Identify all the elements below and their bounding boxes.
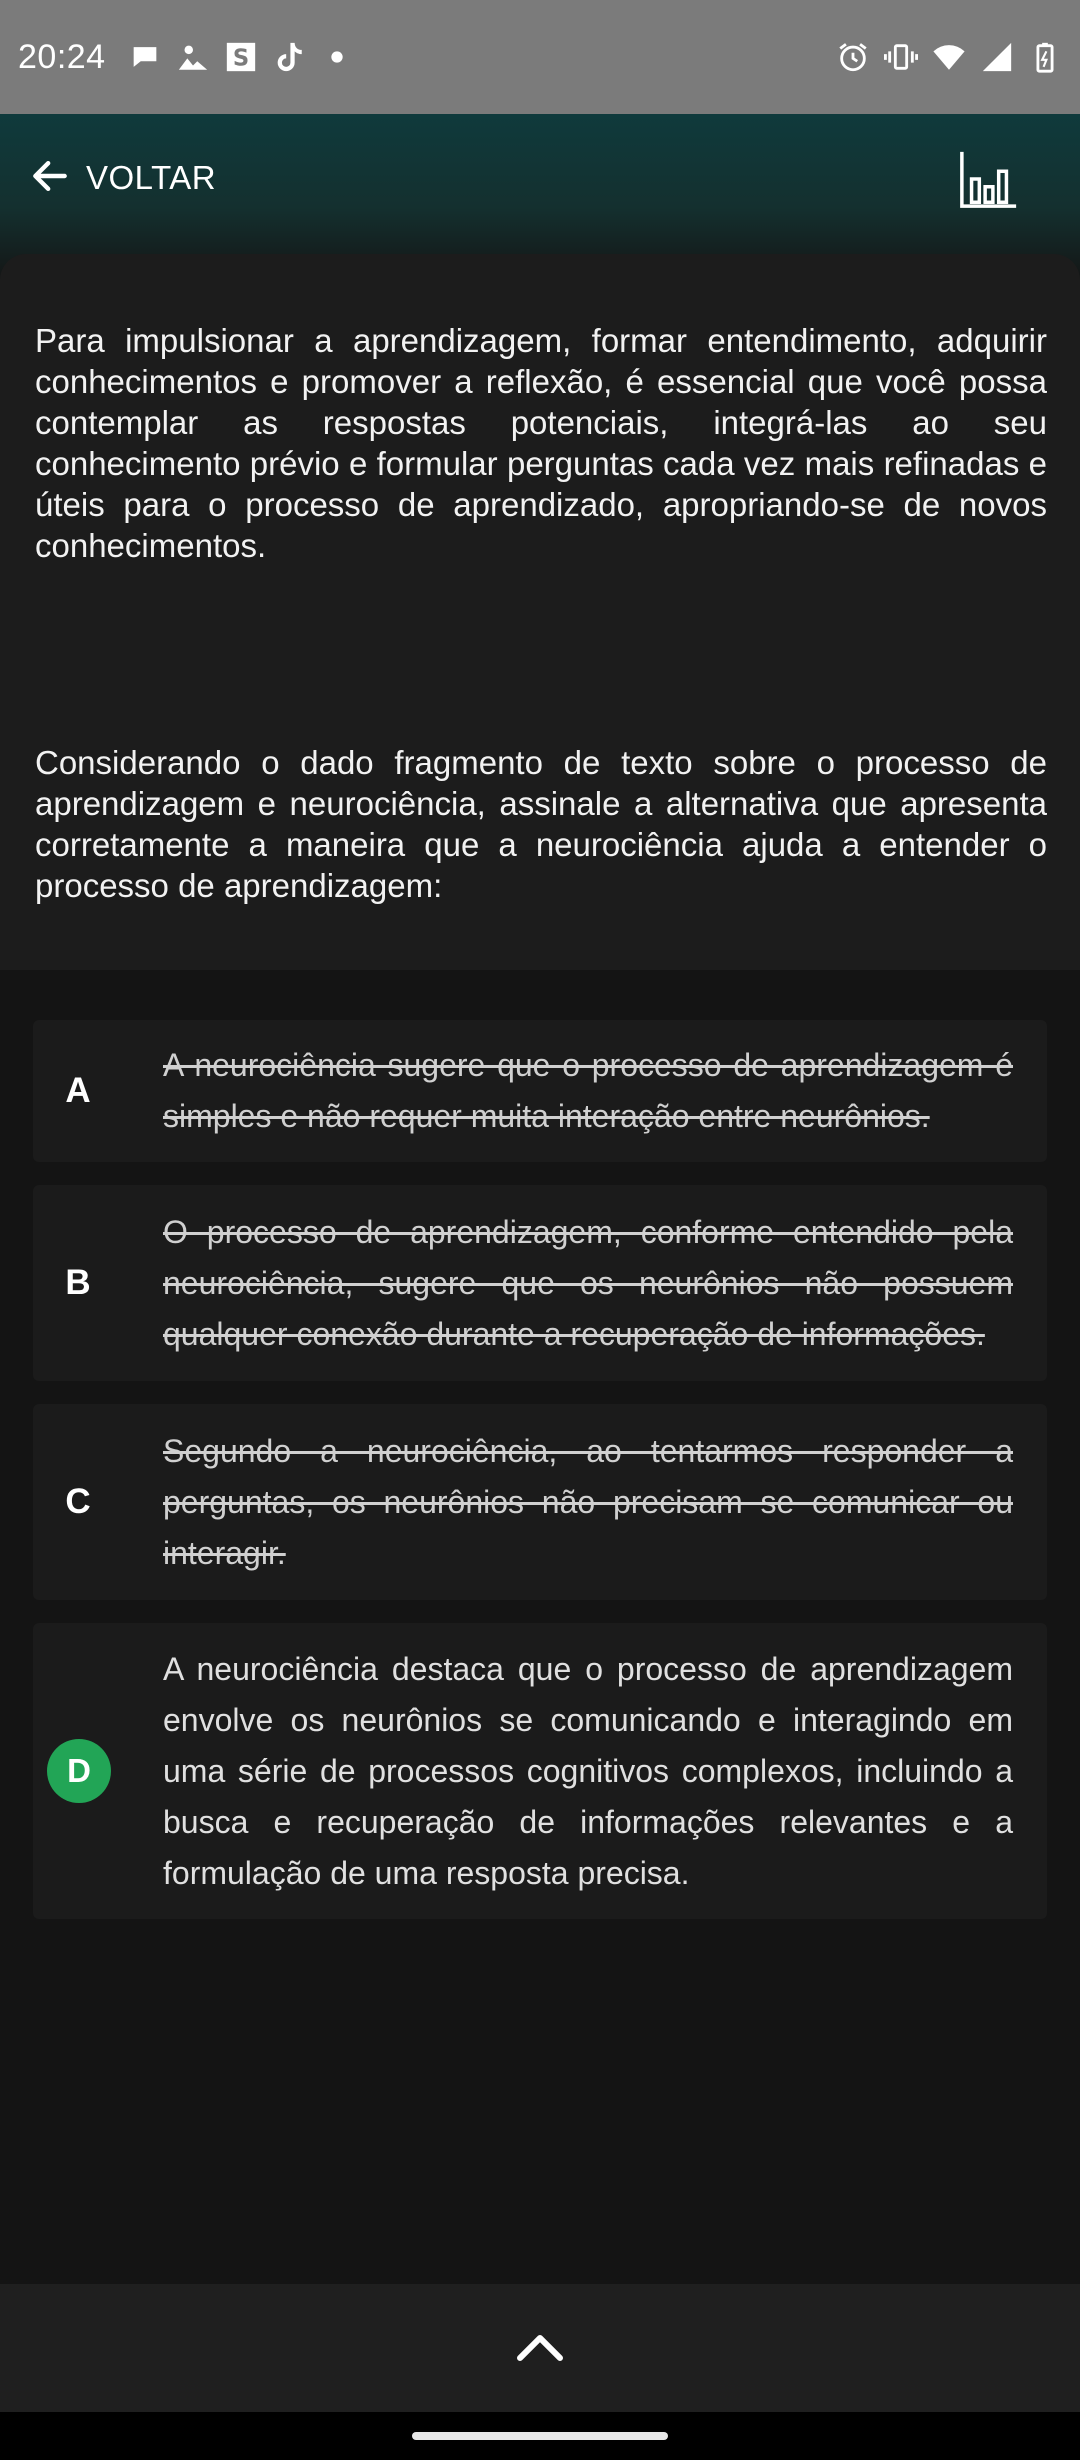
status-bar <box>0 0 1080 114</box>
question-prompt: Considerando o dado fragmento de texto sobre o processo de aprendizagem e neurociência, assinale a alternativa que apresenta corretamente a maneira que a neurociência ajuda a entender o processo de aprendizagem: <box>35 744 1047 904</box>
back-button[interactable] <box>28 150 216 206</box>
vibrate-icon <box>884 40 918 74</box>
answer-options <box>33 1020 1047 1942</box>
battery-icon <box>1028 40 1062 74</box>
option-b[interactable] <box>33 1185 1047 1381</box>
alarm-icon <box>836 40 870 74</box>
bar-chart-icon <box>958 148 1020 210</box>
wifi-icon <box>932 40 966 74</box>
chevron-up-icon <box>510 2318 570 2378</box>
option-letter: C <box>65 1482 91 1521</box>
option-letter: A <box>65 1071 91 1110</box>
svg-text:S: S <box>232 45 249 72</box>
bottom-bar <box>0 2284 1080 2412</box>
option-c[interactable] <box>33 1404 1047 1600</box>
notification-icons <box>128 40 354 74</box>
system-icons <box>836 40 1062 74</box>
home-indicator[interactable] <box>412 2432 668 2440</box>
back-label: VOLTAR <box>86 159 217 196</box>
signal-icon <box>980 40 1014 74</box>
s-app-icon <box>224 40 258 74</box>
correct-answer-badge: D <box>47 1739 111 1803</box>
option-text: A neurociência sugere que o processo de aprendizagem é simples e não requer muita interação entre neurônios. <box>163 1047 1013 1134</box>
status-time: 20:24 <box>18 37 106 76</box>
stats-button[interactable] <box>958 148 1020 210</box>
option-a[interactable] <box>33 1020 1047 1162</box>
photo-icon <box>176 40 210 74</box>
question-context: Para impulsionar a aprendizagem, formar entendimento, adquirir conhecimentos e promover a reflexão, é essencial que você possa contemplar as respostas potenciais, integrá-las ao seu conhecimento prévio e formular perguntas cada vez mais refinadas e úteis para o processo de aprendizado, apropriando-se de novos conhecimentos. <box>35 322 1047 564</box>
expand-button[interactable] <box>510 2318 570 2378</box>
chat-bubble-icon <box>128 40 162 74</box>
option-letter: B <box>65 1263 91 1302</box>
option-text: A neurociência destaca que o processo de aprendizagem envolve os neurônios se comunicando e interagindo em uma série de processos cognitivos complexos, incluindo a busca e recuperação de informações relevantes e a formulação de uma resposta precisa. <box>163 1650 1013 1891</box>
option-text: Segundo a neurociência, ao tentarmos responder a perguntas, os neurônios não precisam se comunicar ou interagir. <box>163 1432 1013 1571</box>
dot-icon <box>320 40 354 74</box>
option-d[interactable] <box>33 1623 1047 1919</box>
tiktok-icon <box>272 40 306 74</box>
arrow-left-icon <box>28 154 72 203</box>
question-card <box>0 254 1080 970</box>
option-text: O processo de aprendizagem, conforme entendido pela neurociência, sugere que os neurônios não possuem qualquer conexão durante a recuperação de informações. <box>163 1213 1013 1352</box>
system-nav-area <box>0 2412 1080 2460</box>
